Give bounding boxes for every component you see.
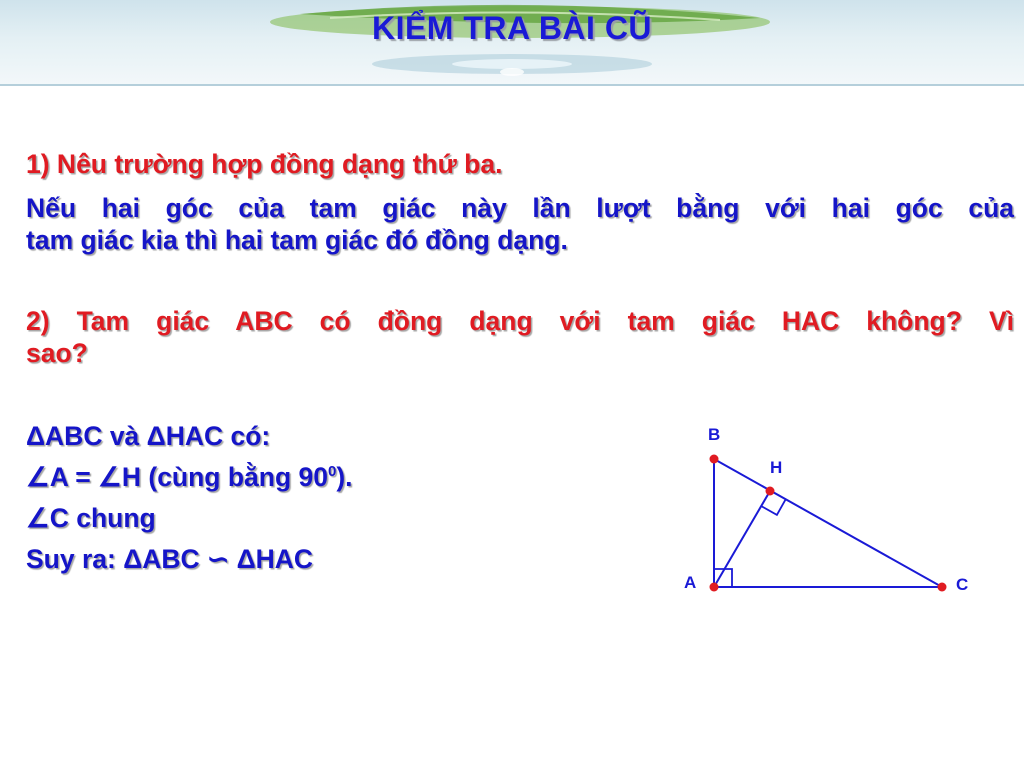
proof-line-4: Suy ra: ΔABC ∽ ΔHAC	[26, 544, 314, 574]
point-A	[710, 583, 719, 592]
answer-1-line-1: Nếu hai góc của tam giác này lần lượt bằng với hai góc của	[26, 193, 1014, 223]
degree-superscript: 0	[328, 463, 337, 481]
right-triangle-figure	[660, 410, 990, 610]
label-C: C	[956, 575, 969, 594]
point-C	[938, 583, 947, 592]
question-1: 1) Nêu trường hợp đồng dạng thứ ba.	[26, 149, 503, 179]
segment-AH	[714, 491, 770, 587]
header-banner	[0, 0, 1024, 86]
answer-1-line-2: tam giác kia thì hai tam giác đó đồng dạng.	[26, 225, 568, 255]
question-2-line-2: sao?	[26, 338, 88, 368]
label-B: B	[708, 425, 721, 444]
page-title: KIỂM TRA BÀI CŨ	[371, 10, 653, 46]
proof-line-2-text: ∠A = ∠H (cùng bằng 90	[26, 462, 328, 492]
proof-line-2-end: ).	[336, 462, 353, 492]
label-A: A	[684, 573, 697, 592]
segment-BC	[714, 459, 942, 587]
question-2-line-1: 2) Tam giác ABC có đồng dạng với tam giác HAC không? Vì	[26, 306, 1014, 336]
point-B	[710, 455, 719, 464]
right-angle-mark-H	[761, 499, 785, 515]
label-H: H	[770, 458, 783, 477]
banner-divider	[0, 84, 1024, 86]
point-H	[766, 487, 775, 496]
proof-line-3: ∠C chung	[26, 503, 156, 533]
proof-line-1: ΔABC và ΔHAC có:	[26, 421, 271, 451]
